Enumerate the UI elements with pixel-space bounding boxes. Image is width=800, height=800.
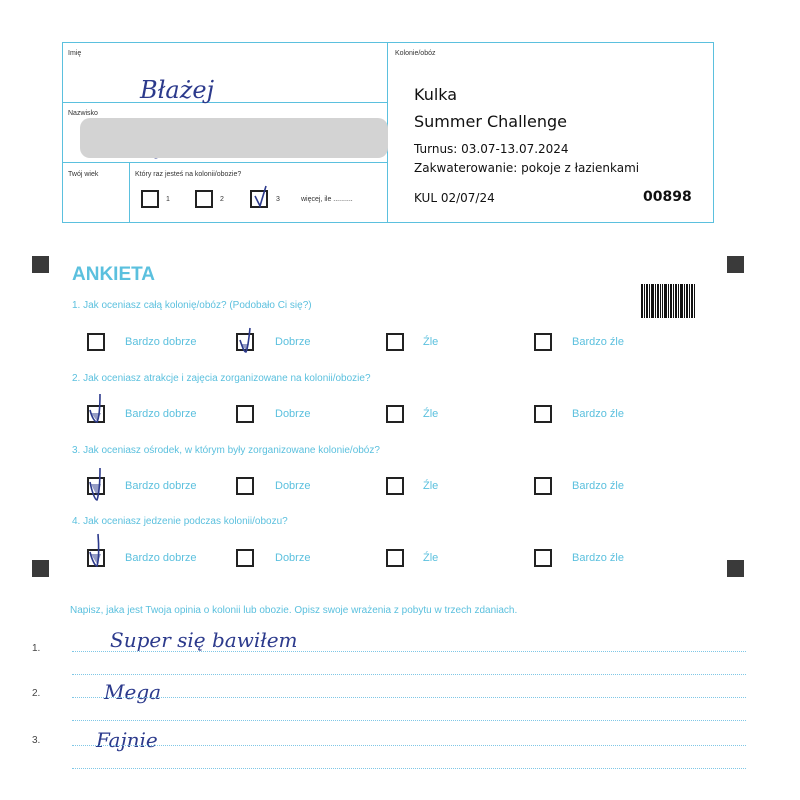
check-mark-icon — [236, 326, 256, 354]
survey-title: ANKIETA — [72, 264, 156, 285]
q2-option-bardzo-dobrze: Bardzo dobrze — [125, 408, 197, 420]
q1-checkbox-zle[interactable] — [386, 333, 404, 351]
q3-option-bardzo-dobrze: Bardzo dobrze — [125, 480, 197, 492]
redaction-bar — [80, 118, 388, 158]
dotted-line — [72, 674, 746, 675]
q1-option-bardzo-zle: Bardzo źle — [572, 336, 624, 348]
question-4: 4. Jak oceniasz jedzenie podczas kolonii/obozu? — [72, 516, 288, 527]
q2-checkbox-bardzo-zle[interactable] — [534, 405, 552, 423]
barcode-icon — [641, 284, 695, 318]
q4-checkbox-zle[interactable] — [386, 549, 404, 567]
q1-checkbox-bardzo-zle[interactable] — [534, 333, 552, 351]
dotted-line — [72, 651, 746, 652]
opinion-line-1[interactable]: Super się bawiłem — [110, 628, 298, 652]
line-number-3: 3. — [32, 735, 41, 746]
q1-option-bardzo-dobrze: Bardzo dobrze — [125, 336, 197, 348]
line-number-1: 1. — [32, 643, 41, 654]
q3-checkbox-zle[interactable] — [386, 477, 404, 495]
q1-checkbox-bardzo-dobrze[interactable] — [87, 333, 105, 351]
accom-label: Zakwaterowanie: — [414, 161, 518, 175]
q4-option-bardzo-zle: Bardzo źle — [572, 552, 624, 564]
question-3: 3. Jak oceniasz ośrodek, w którym były zorganizowane kolonie/obóz? — [72, 445, 380, 456]
camp-code: KUL 02/07/24 — [414, 191, 495, 205]
q3-option-dobrze: Dobrze — [275, 480, 311, 492]
name-value[interactable]: Błażej — [140, 76, 215, 104]
turnus-label: Turnus: — [414, 142, 458, 156]
q3-option-zle: Źle — [423, 480, 439, 492]
times-option-2: 2 — [220, 196, 224, 203]
turnus-value: 03.07-13.07.2024 — [461, 142, 569, 156]
check-mark-icon — [86, 392, 108, 426]
opinion-line-3[interactable]: Fajnie — [96, 728, 158, 752]
q4-checkbox-bardzo-zle[interactable] — [534, 549, 552, 567]
q3-checkbox-dobrze[interactable] — [236, 477, 254, 495]
check-mark-icon — [86, 466, 108, 504]
dotted-line — [72, 697, 746, 698]
accom-row — [414, 161, 639, 175]
q4-option-zle: Źle — [423, 552, 439, 564]
camp-name: Kulka — [414, 85, 458, 104]
accom-value: pokoje z łazienkami — [521, 161, 640, 175]
opinion-prompt: Napisz, jaka jest Twoja opinia o kolonii lub obozie. Opisz swoje wrażenia z pobytu w trzech zdaniach. — [70, 605, 518, 616]
registration-marker-icon — [727, 560, 744, 577]
q4-option-bardzo-dobrze: Bardzo dobrze — [125, 552, 197, 564]
check-mark-icon — [86, 532, 108, 570]
q2-checkbox-dobrze[interactable] — [236, 405, 254, 423]
camp-subtitle: Summer Challenge — [414, 112, 567, 131]
q2-option-zle: Źle — [423, 408, 439, 420]
q3-option-bardzo-zle: Bardzo źle — [572, 480, 624, 492]
times-option-1: 1 — [166, 196, 170, 203]
opinion-line-2[interactable]: Mega — [104, 680, 162, 704]
times-more: więcej, ile .......... — [301, 196, 353, 203]
turnus-row — [414, 142, 569, 156]
check-mark-icon — [250, 184, 272, 210]
name-cell — [62, 42, 388, 103]
registration-marker-icon — [32, 256, 49, 273]
registration-marker-icon — [727, 256, 744, 273]
question-2: 2. Jak oceniasz atrakcje i zajęcia zorganizowane na kolonii/obozie? — [72, 373, 371, 384]
q4-checkbox-dobrze[interactable] — [236, 549, 254, 567]
times-checkbox-2[interactable] — [195, 190, 213, 208]
surname-label: Nazwisko — [68, 110, 98, 117]
camp-label: Kolonie/obóz — [395, 50, 436, 57]
dotted-line — [72, 720, 746, 721]
times-checkbox-1[interactable] — [141, 190, 159, 208]
q2-checkbox-zle[interactable] — [386, 405, 404, 423]
registration-marker-icon — [32, 560, 49, 577]
line-number-2: 2. — [32, 688, 41, 699]
age-label: Twój wiek — [68, 171, 99, 178]
dotted-line — [72, 745, 746, 746]
q1-option-dobrze: Dobrze — [275, 336, 311, 348]
dotted-line — [72, 768, 746, 769]
times-label: Który raz jesteś na kolonii/obozie? — [135, 171, 242, 178]
q3-checkbox-bardzo-zle[interactable] — [534, 477, 552, 495]
q2-option-dobrze: Dobrze — [275, 408, 311, 420]
name-label: Imię — [68, 50, 82, 57]
form-number: 00898 — [643, 189, 692, 205]
q1-option-zle: Źle — [423, 336, 439, 348]
q2-option-bardzo-zle: Bardzo źle — [572, 408, 624, 420]
q4-option-dobrze: Dobrze — [275, 552, 311, 564]
question-1: 1. Jak oceniasz całą kolonię/obóz? (Podobało Ci się?) — [72, 300, 312, 311]
times-option-3: 3 — [276, 196, 280, 203]
